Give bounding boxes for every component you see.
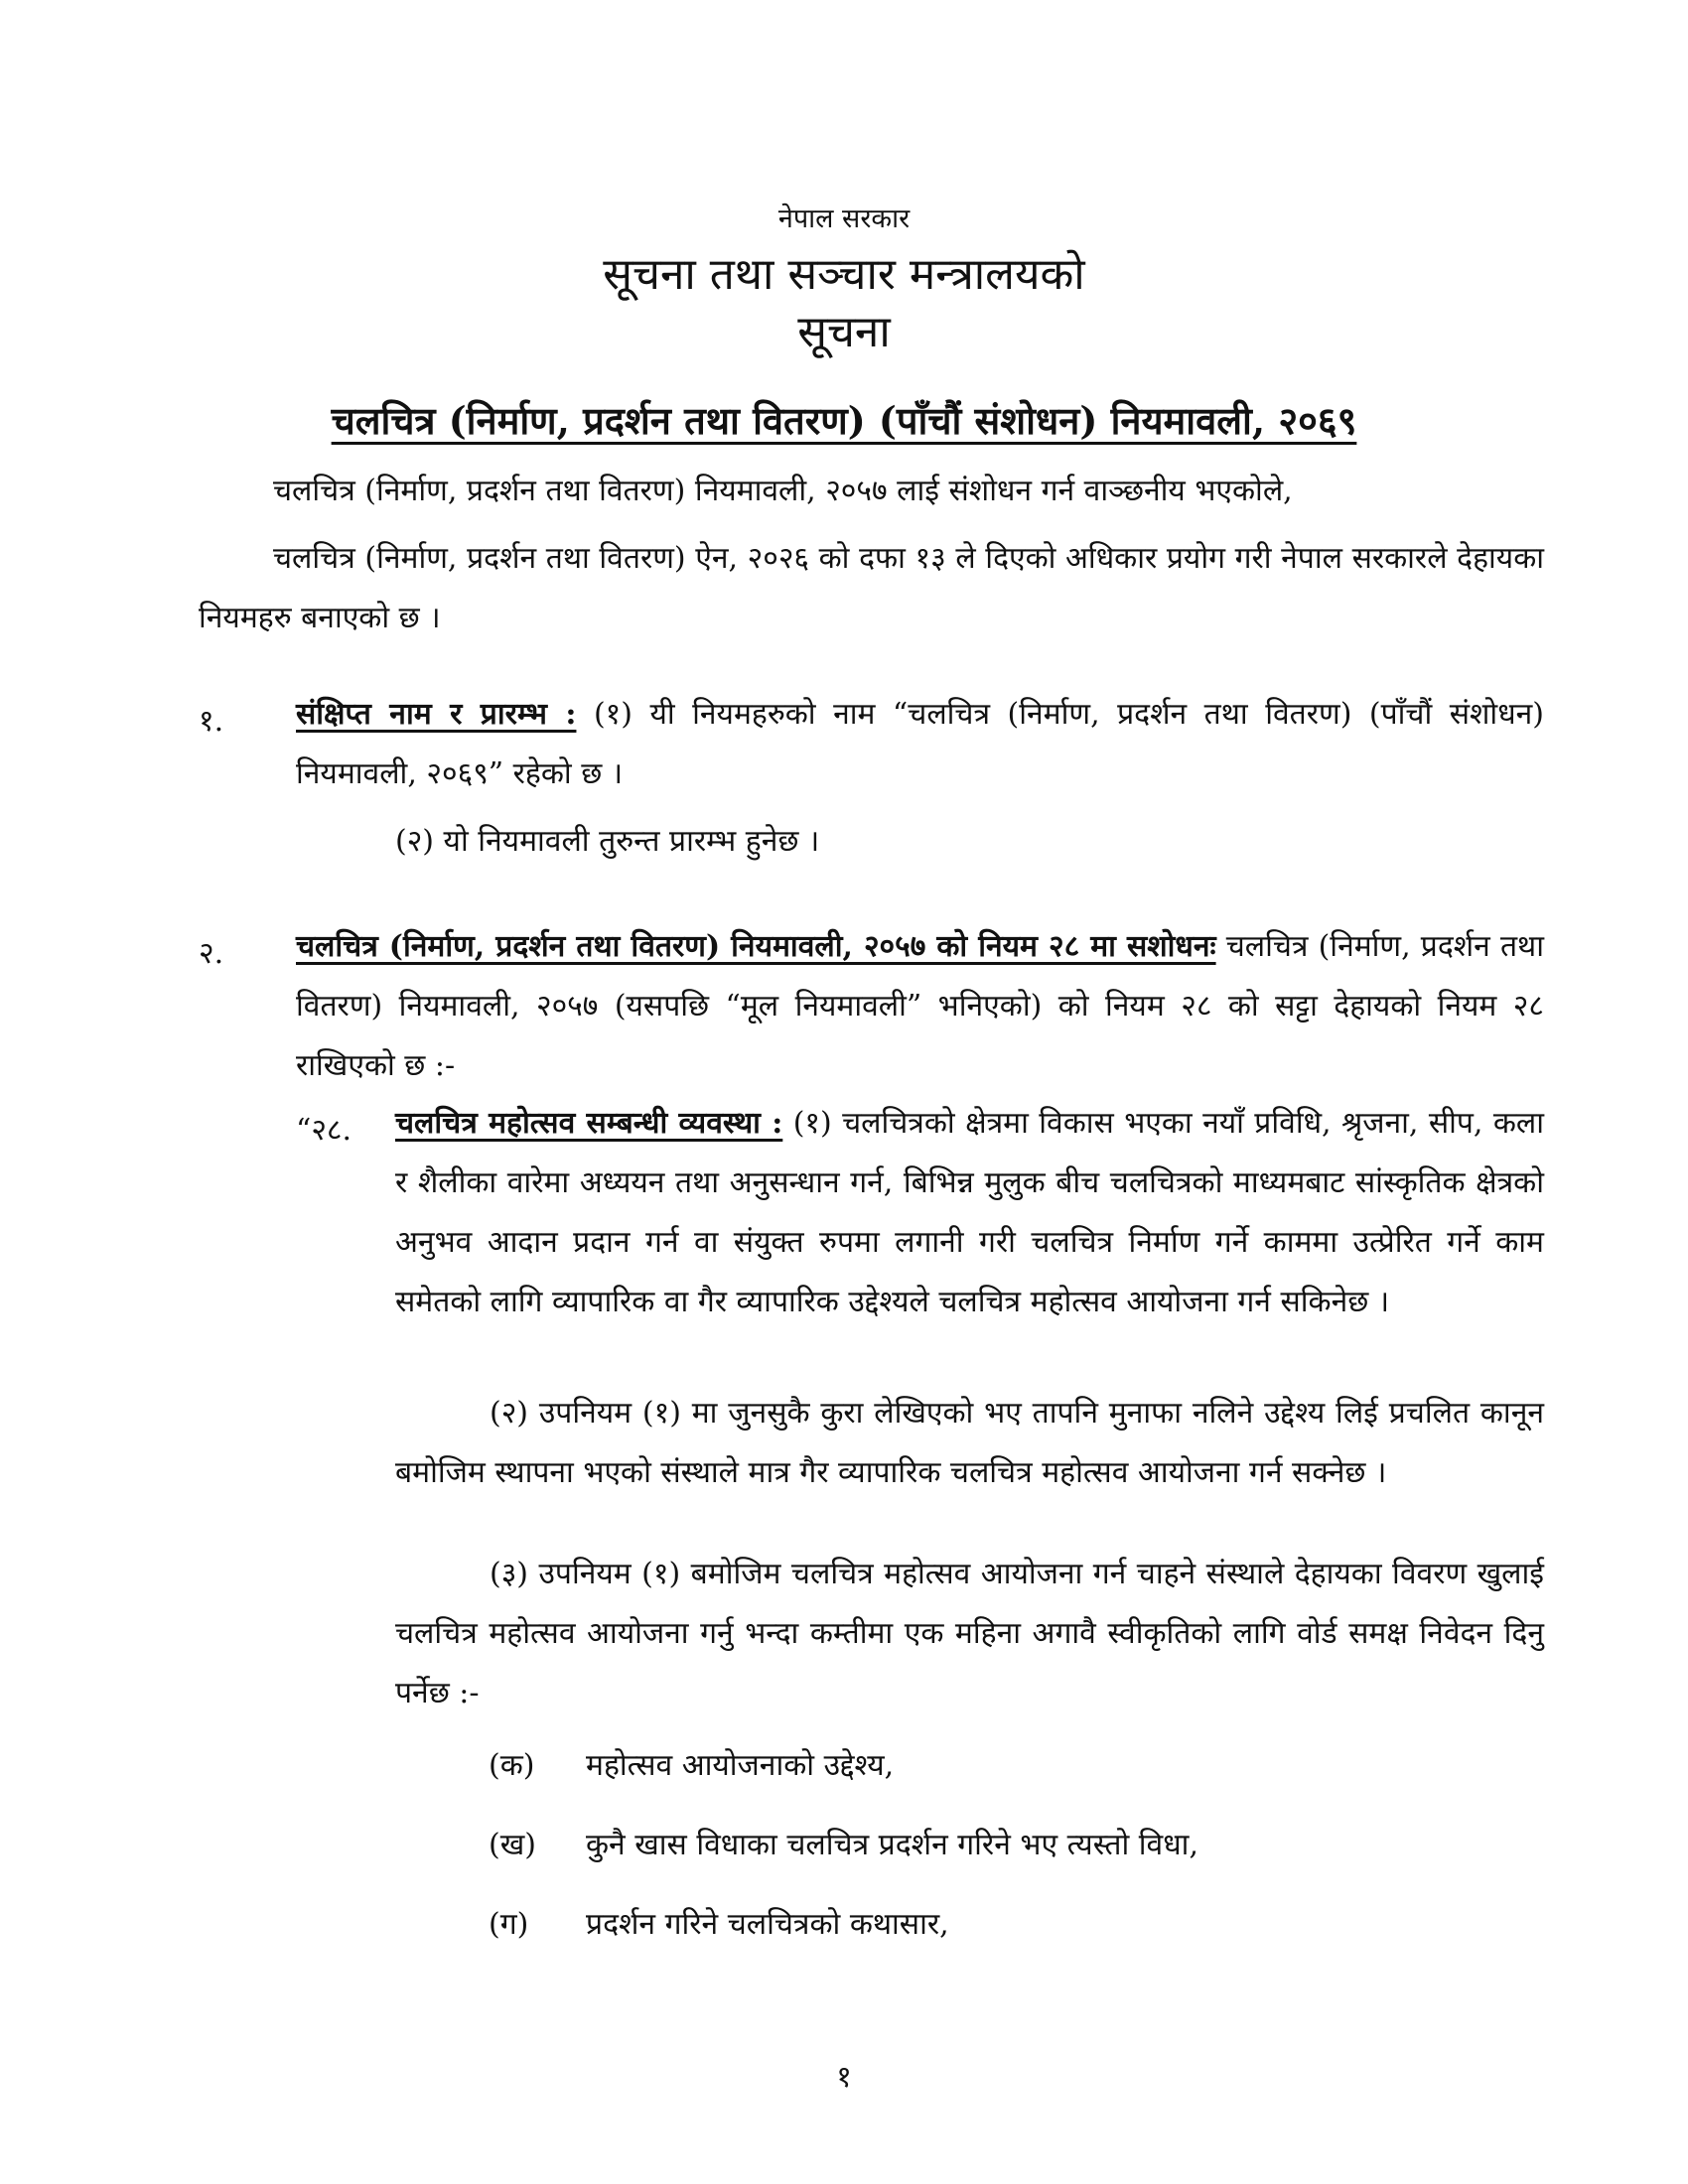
list-item-text: कुनै खास विधाका चलचित्र प्रदर्शन गरिने भए त्यस्तो विधा, xyxy=(586,1828,1198,1862)
preamble-line-1: चलचित्र (निर्माण, प्रदर्शन तथा वितरण) नियमावली, २०५७ लाई संशोधन गर्न वाञ्छनीय भएकोले, xyxy=(273,474,1293,508)
document-title-text: चलचित्र (निर्माण, प्रदर्शन तथा वितरण) (पाँचौं संशोधन) नियमावली, २०६९ xyxy=(331,398,1357,443)
section-1-heading: संक्षिप्त नाम र प्रारम्भ : xyxy=(296,697,577,732)
section-1-text: (१) यी नियमहरुको नाम “चलचित्र (निर्माण, प्रदर्शन तथा वितरण) (पाँचौं संशोधन) नियमावली, २०६९” रहेको छ । xyxy=(296,697,1544,791)
rule-28-number: “२८. xyxy=(296,1113,352,1148)
section-1-subrule-2: (२) यो नियमावली तुरुन्त प्रारम्भ हुनेछ । xyxy=(395,824,820,859)
section-1-body xyxy=(296,685,1544,804)
list-item-label: (ग) xyxy=(489,1907,529,1942)
section-2-number: २. xyxy=(199,936,224,971)
list-item-text: प्रदर्शन गरिने चलचित्रको कथासार, xyxy=(586,1907,949,1942)
rule-28-text-1: (१) चलचित्रको क्षेत्रमा विकास भएका नयाँ प्रविधि, श्रृजना, सीप, कला र शैलीका वारेमा अध्ययन तथा अनुसन्धान गर्न, बिभिन्न मुलुक बीच चलचित्रको माध्यमबाट सांस्कृतिक क्षेत्रको अनुभव आदान प्रदान गर्न वा संयुक्त रुपमा लगानी गरी चलचित्र निर्माण गर्ने काममा उत्प्रेरित गर्ने काम समेतको लागि व्यापारिक वा गैर व्यापारिक उद्देश्यले चलचित्र महोत्सव आयोजना गर्न सकिनेछ । xyxy=(395,1106,1545,1319)
section-2-body xyxy=(296,917,1544,1096)
rule-28-subrule-2: (२) उपनियम (१) मा जुनसुकै कुरा लेखिएको भए तापनि मुनाफा नलिने उद्देश्य लिई प्रचलित कानून बमोजिम स्थापना भएको संस्थाले मात्र गैर व्यापारिक चलचित्र महोत्सव आयोजना गर्न सक्नेछ । xyxy=(395,1396,1544,1490)
preamble-line-2: चलचित्र (निर्माण, प्रदर्शन तथा वितरण) ऐन, २०२६ को दफा १३ ले दिएको अधिकार प्रयोग गरी नेपाल सरकारले देहायका नियमहरु बनाएको छ । xyxy=(199,541,1544,635)
list-item-label: (ख) xyxy=(489,1828,536,1862)
list-item-label: (क) xyxy=(489,1748,535,1783)
notice-heading: सूचना xyxy=(797,307,891,357)
document-title xyxy=(0,394,1688,446)
section-2-heading: चलचित्र (निर्माण, प्रदर्शन तथा वितरण) नियमावली, २०५७ को नियम २८ मा सशोधनः xyxy=(296,929,1216,964)
rule-28-subrule-3: (३) उपनियम (१) बमोजिम चलचित्र महोत्सव आयोजना गर्न चाहने संस्थाले देहायका विवरण खुलाई चलचित्र महोत्सव आयोजना गर्नु भन्दा कम्तीमा एक महिना अगावै स्वीकृतिको लागि वोर्ड समक्ष निवेदन दिनु पर्नेछ :- xyxy=(395,1557,1544,1710)
list-item-text: महोत्सव आयोजनाको उद्देश्य, xyxy=(586,1748,895,1783)
section-2-text: चलचित्र (निर्माण, प्रदर्शन तथा वितरण) नियमावली, २०५७ (यसपछि “मूल नियमावली” भनिएको) को नियम २८ को सट्टा देहायको नियम २८ राखिएको छ :- xyxy=(296,929,1544,1083)
government-name: नेपाल सरकार xyxy=(777,204,911,234)
ministry-name: सूचना तथा सञ्चार मन्त्रालयको xyxy=(603,249,1085,300)
rule-28-heading: चलचित्र महोत्सव सम्बन्धी व्यवस्था : xyxy=(395,1106,783,1141)
section-1-number: १. xyxy=(199,704,224,739)
rule-28-subrule-1 xyxy=(395,1094,1544,1332)
page-number: १ xyxy=(836,2060,852,2095)
